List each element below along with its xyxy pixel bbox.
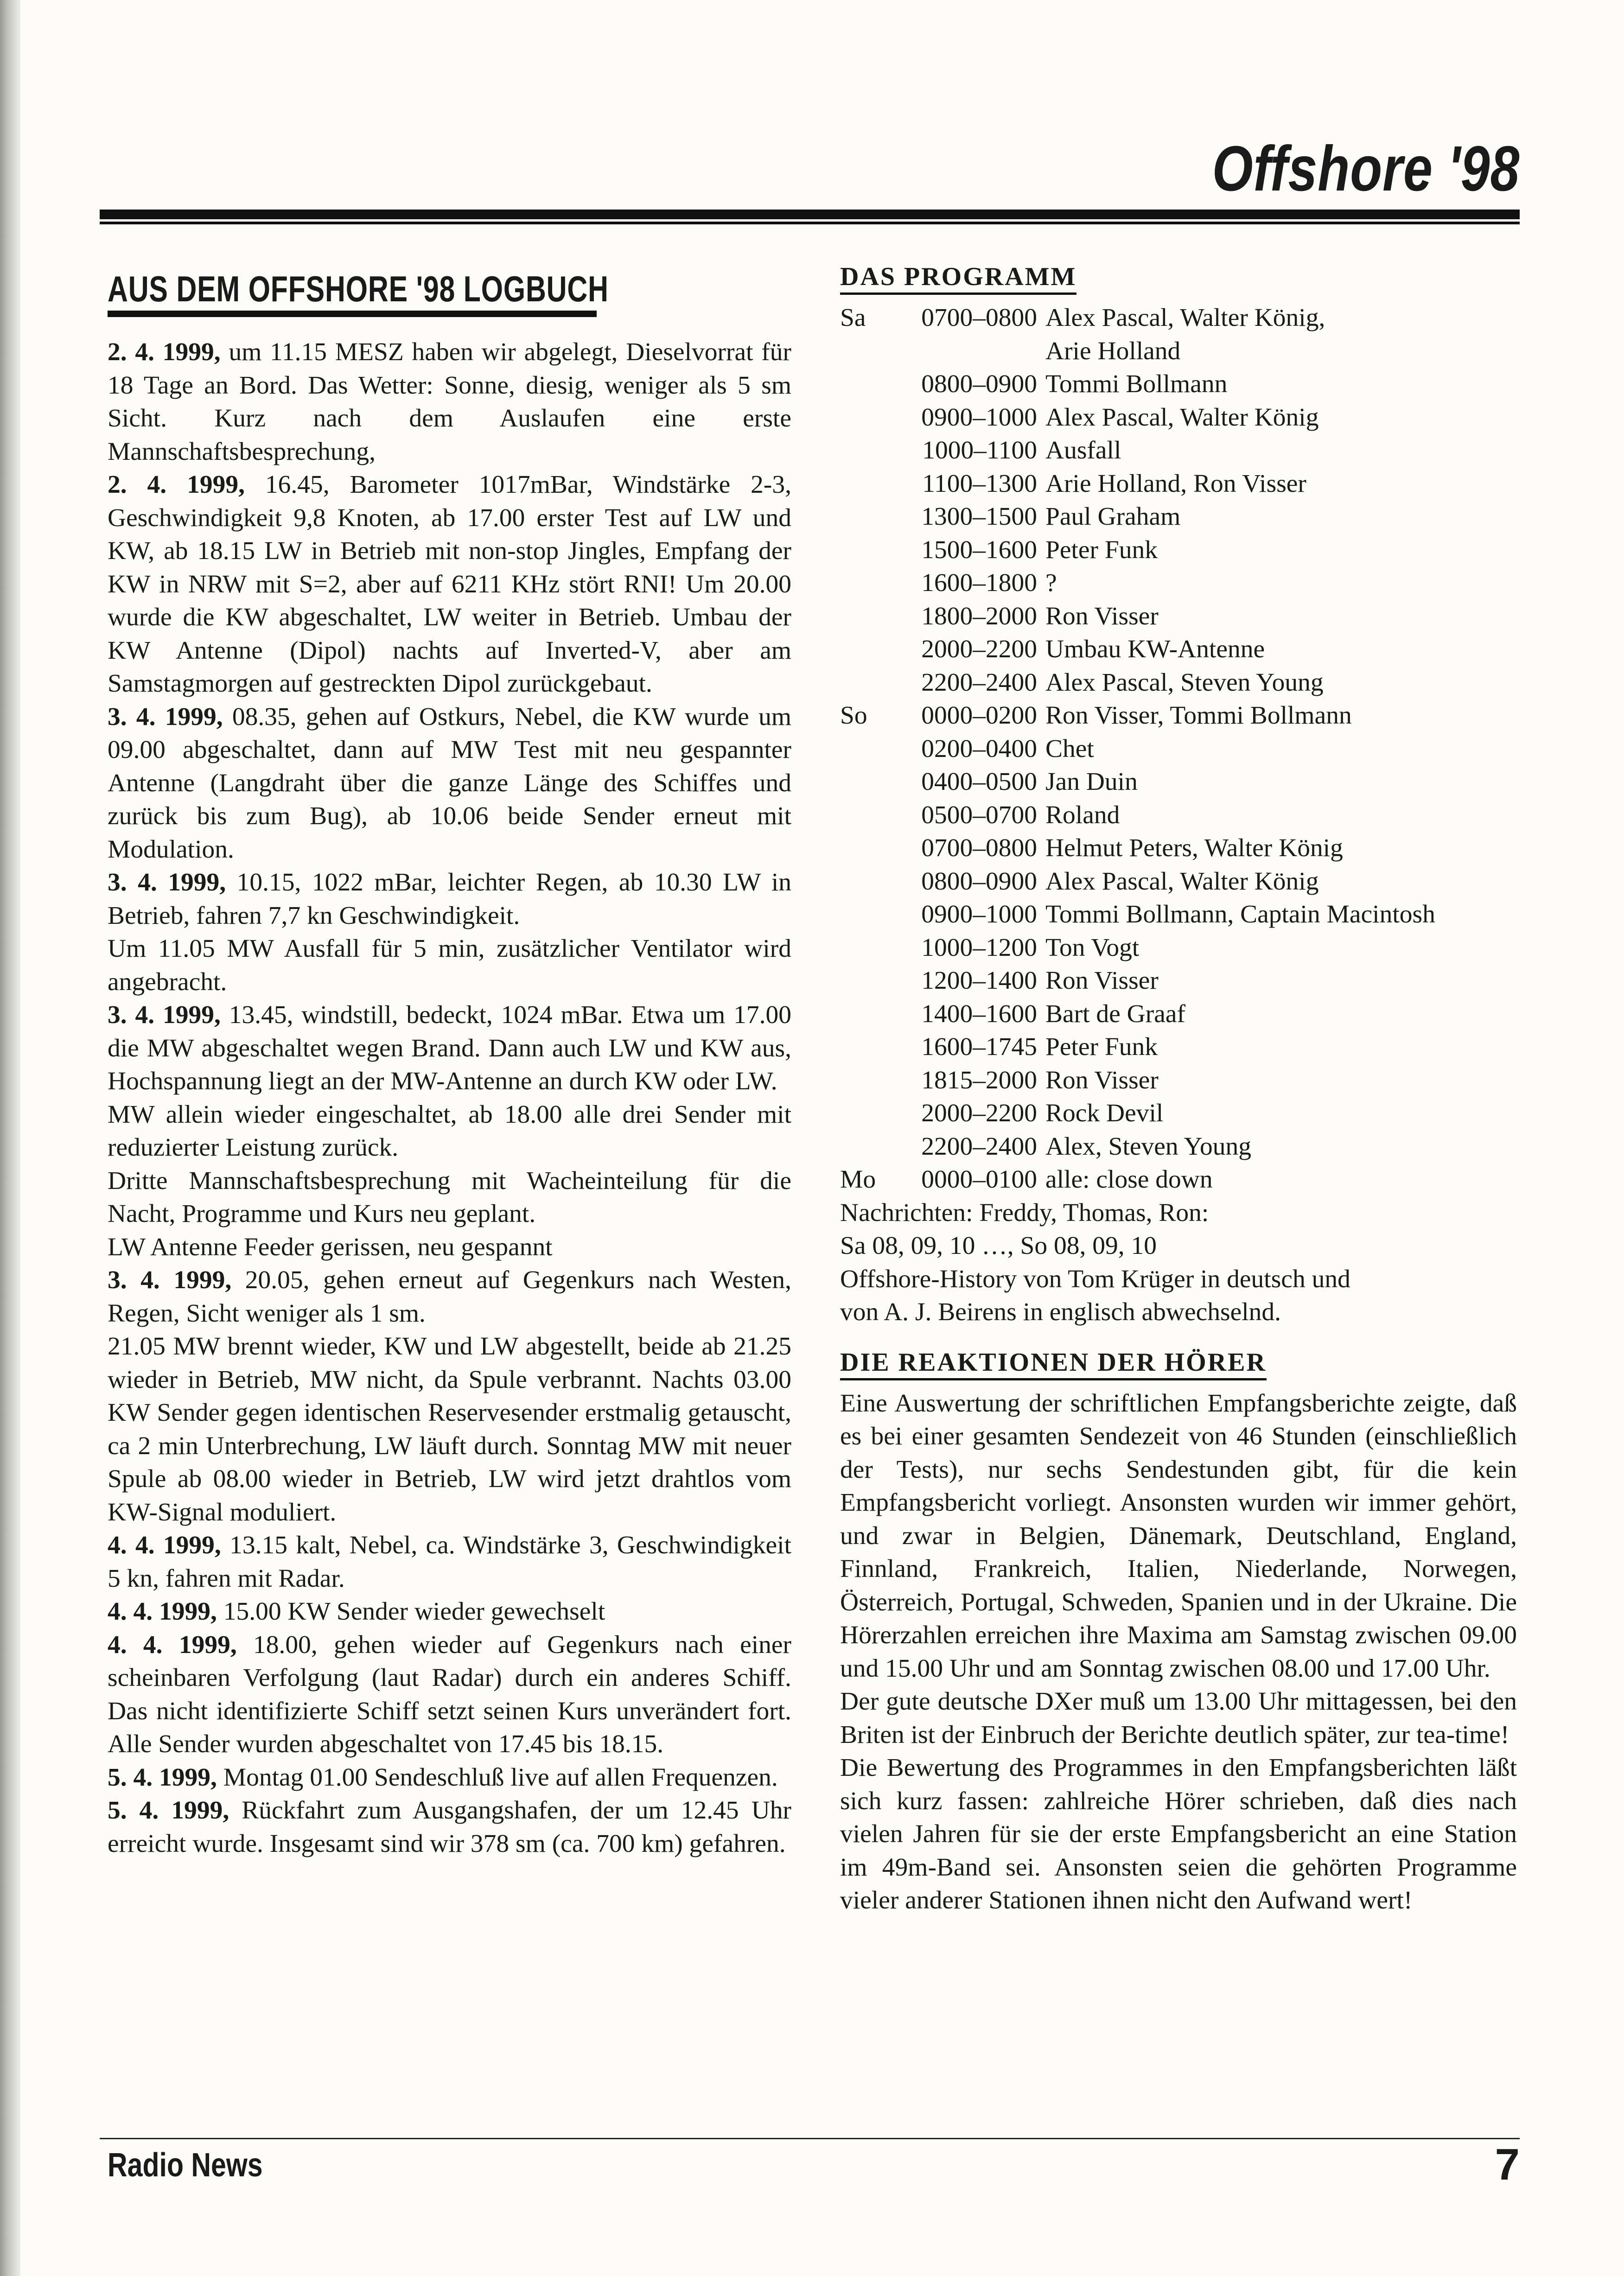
programm-host: Alex Pascal, Walter König	[1045, 403, 1319, 432]
programm-day	[840, 401, 884, 434]
news-line-2: Sa 08, 09, 10 …, So 08, 09, 10	[840, 1232, 1157, 1260]
log-entry-text: 16.45, Barometer 1017mBar, Windstärke 2-3, Geschwindigkeit 9,8 Knoten, ab 17.00 erster Test auf LW und KW, ab 18.15 LW in Betrieb mit non-stop Jingles, Empfang der KW in NRW mit S=2, aber auf 6211 KHz stört RNI! Um 20.00 wurde die KW abgeschaltet, LW weiter in Betrieb. Umbau der KW Antenne (Dipol) nachts auf Inverted-V, aber am Samstagmorgen auf gestreckten Dipol zurückgebaut.	[108, 470, 791, 698]
footer-publication: Radio News	[108, 2147, 263, 2184]
log-entry-text: 18.00, gehen wieder auf Gegenkurs nach einer scheinbaren Verfolgung (laut Radar) durch ein anderes Schiff. Das nicht identifizierte Schiff setzt seinen Kurs unverändert fort. Alle Sender wurden abgeschaltet von 17.45 bis 18.15.	[108, 1630, 792, 1758]
programm-day	[840, 467, 884, 501]
log-entry	[108, 1098, 791, 1164]
log-entry-text: 08.35, gehen auf Ostkurs, Nebel, die KW wurde um 09.00 abgeschaltet, dann auf MW Test mit neu gespannter Antenne (Langdraht über die ganze Länge des Schiffes und zurück bis zum Bug), ab 10.06 beide Sender erneut mit Modulation.	[108, 702, 791, 864]
log-entry-date: 3. 4. 1999,	[108, 868, 226, 896]
log-entry-text: 15.00 KW Sender wieder gewechselt	[217, 1597, 605, 1626]
programm-day	[840, 335, 884, 368]
programm-day	[840, 633, 884, 666]
reaktionen-paragraph: Eine Auswertung der schriftlichen Empfangsberichte zeigte, daß es bei einer gesamten Sendezeit von 46 Stunden (einschließlich der Tests), nur sechs Sendestunden gibt, für die kein Empfangsbericht vorliegt. Ansonsten wurden wir immer gehört, und zwar in Belgien, Dänemark, Deutschland, England, Finnland, Frankreich, Italien, Niederlande, Norwegen, Österreich, Portugal, Schweden, Spanien und in der Ukraine. Die Hörerzahlen erreichen ihre Maxima am Samstag zwischen 09.00 und 15.00 Uhr und am Sonntag zwischen 08.00 und 17.00 Uhr.	[840, 1389, 1517, 1683]
reaktionen-paragraph: Die Bewertung des Programmes in den Empfangsberichten läßt sich kurz fassen: zahlreiche Hörer schrieben, daß dies nach vielen Jahren für sie der erste Empfangsbericht an eine Station im 49m-Band sei. Ansonsten seien die gehörten Programme vieler anderer Stationen ihnen nicht den Aufwand wert!	[840, 1754, 1517, 1914]
programm-day	[840, 1064, 884, 1097]
programm-day	[840, 898, 884, 931]
programm-day	[840, 434, 884, 467]
programm-host: Chet	[1045, 734, 1094, 763]
programm-host: alle: close down	[1045, 1165, 1213, 1194]
programm-row	[840, 765, 1435, 799]
programm-row	[840, 335, 1435, 368]
programm-day	[840, 368, 884, 401]
programm-day	[840, 865, 884, 898]
programm-day: Mo	[840, 1165, 876, 1194]
log-entry-text: Montag 01.00 Sendeschluß live auf allen Frequenzen.	[217, 1763, 778, 1792]
programm-row	[840, 1097, 1435, 1130]
log-entry	[108, 336, 791, 468]
programm-time: 1200–1400	[921, 966, 1037, 995]
log-entry-date: 4. 4. 1999,	[108, 1630, 237, 1659]
log-entry-text: 21.05 MW brennt wieder, KW und LW abgestellt, beide ab 21.25 wieder in Betrieb, MW nicht, da Spule verbrannt. Nachts 03.00 KW Sender gegen identischen Reservesender erstmalig getauscht, ca 2 min Unterbrechung, LW läuft durch. Sonntag MW mit neuer Spule ab 08.00 wieder in Betrieb, LW wird jetzt drahtlos vom KW-Signal moduliert.	[108, 1332, 791, 1526]
log-entry	[108, 1628, 791, 1761]
log-entry-date: 2. 4. 1999,	[108, 470, 245, 499]
programm-time: 0700–0800	[921, 304, 1037, 332]
programm-day: So	[840, 701, 867, 730]
log-entry-date: 2. 4. 1999,	[108, 338, 221, 366]
programm-host: Roland	[1045, 801, 1120, 829]
log-entry-date: 3. 4. 1999,	[108, 702, 223, 731]
programm-time: 1600–1800	[921, 569, 1037, 597]
programm-row	[840, 666, 1435, 699]
programm-host: Ron Visser	[1045, 1066, 1159, 1094]
programm-table	[840, 301, 1435, 1196]
programm-row	[840, 799, 1435, 832]
programm-row	[840, 931, 1435, 965]
log-entry-date: 5. 4. 1999,	[108, 1763, 217, 1792]
programm-time: 1800–2000	[921, 602, 1037, 630]
programm-time	[884, 335, 1045, 368]
log-entry-date: 4. 4. 1999,	[108, 1597, 217, 1626]
log-entry	[108, 1164, 791, 1231]
programm-host: Ton Vogt	[1045, 933, 1140, 962]
log-entry	[108, 1330, 791, 1529]
programm-time: 0800–0900	[921, 867, 1037, 896]
programm-row	[840, 699, 1435, 732]
programm-time: 1815–2000	[921, 1066, 1037, 1094]
programm-time: 2000–2200	[921, 1099, 1037, 1127]
programm-time: 0900–1000	[921, 403, 1037, 432]
programm-day	[840, 534, 884, 567]
programm-host: Arie Holland, Ron Visser	[1045, 469, 1306, 498]
programm-row	[840, 1130, 1435, 1163]
programm-time: 1100–1300	[922, 469, 1037, 498]
programm-host: Ron Visser	[1045, 966, 1159, 995]
page-header-title: Offshore '98	[1212, 133, 1520, 204]
news-line-1: Nachrichten: Freddy, Thomas, Ron:	[840, 1198, 1209, 1227]
programm-row	[840, 434, 1435, 467]
programm-row	[840, 566, 1435, 600]
log-entry	[108, 1231, 791, 1264]
programm-host: Ron Visser, Tommi Bollmann	[1045, 701, 1352, 730]
programm-time: 0500–0700	[921, 801, 1037, 829]
programm-host: Bart de Graaf	[1045, 999, 1185, 1028]
programm-day	[840, 500, 884, 534]
log-entry-date: 5. 4. 1999,	[108, 1796, 229, 1825]
programm-row	[840, 368, 1435, 401]
log-entry	[108, 1794, 791, 1860]
programm-time: 1400–1600	[921, 999, 1037, 1028]
programm-row	[840, 500, 1435, 534]
programm-host: Tommi Bollmann	[1045, 370, 1228, 398]
programm-day	[840, 732, 884, 766]
programm-time: 0000–0100	[921, 1165, 1037, 1194]
programm-host: Umbau KW-Antenne	[1045, 635, 1265, 663]
programm-day	[840, 666, 884, 699]
programm-row	[840, 998, 1435, 1031]
programm-time: 0400–0500	[921, 768, 1037, 796]
programm-day	[840, 1030, 884, 1064]
programm-host: Alex Pascal, Steven Young	[1045, 668, 1324, 697]
programm-time: 0900–1000	[921, 900, 1037, 928]
history-line-2: von A. J. Beirens in englisch abwechselnd.	[840, 1298, 1281, 1326]
programm-host: Alex, Steven Young	[1045, 1132, 1252, 1161]
programm-time: 0200–0400	[921, 734, 1037, 763]
programm-row	[840, 964, 1435, 998]
programm-host: Peter Funk	[1045, 1033, 1158, 1061]
programm-row	[840, 1030, 1435, 1064]
binding-edge	[0, 0, 20, 2276]
programm-heading: DAS PROGRAMM	[840, 262, 1076, 295]
log-entry-text: 13.45, windstill, bedeckt, 1024 mBar. Etwa um 17.00 die MW abgeschaltet wegen Brand. Dann auch LW und KW aus, Hochspannung liegt an der MW-Antenne an durch KW oder LW.	[108, 1001, 791, 1095]
programm-day: Sa	[840, 304, 866, 332]
logbook-heading: AUS DEM OFFSHORE '98 LOGBUCH	[108, 268, 609, 309]
logbook-column	[108, 268, 791, 1860]
programm-day	[840, 931, 884, 965]
programm-time: 1000–1100	[922, 436, 1037, 464]
programm-time: 1600–1745	[921, 1033, 1037, 1061]
page-number: 7	[1495, 2140, 1520, 2189]
log-entry-text: Um 11.05 MW Ausfall für 5 min, zusätzlicher Ventilator wird angebracht.	[108, 935, 791, 996]
programm-host: ?	[1045, 569, 1057, 597]
programm-time: 1000–1200	[921, 933, 1037, 962]
programm-day	[840, 765, 884, 799]
log-entry-text: 13.15 kalt, Nebel, ca. Windstärke 3, Geschwindigkeit 5 kn, fahren mit Radar.	[108, 1531, 791, 1593]
programm-row	[840, 732, 1435, 766]
logbook-heading-rule	[108, 311, 597, 317]
programm-row	[840, 301, 1435, 335]
programm-time: 0700–0800	[921, 834, 1037, 862]
programm-row	[840, 633, 1435, 666]
programm-host: Ausfall	[1045, 436, 1121, 464]
programm-host: Paul Graham	[1045, 502, 1181, 531]
programm-host: Tommi Bollmann, Captain Macintosh	[1045, 900, 1435, 928]
programm-row	[840, 467, 1435, 501]
programm-row	[840, 865, 1435, 898]
log-entry-date: 3. 4. 1999,	[108, 1001, 221, 1029]
programm-host: Peter Funk	[1045, 535, 1158, 564]
programm-row	[840, 534, 1435, 567]
programm-time: 0800–0900	[921, 370, 1037, 398]
log-entry	[108, 998, 791, 1098]
programm-row	[840, 898, 1435, 931]
log-entry	[108, 1761, 791, 1794]
programm-time: 2200–2400	[921, 1132, 1037, 1161]
programm-time: 2000–2200	[921, 635, 1037, 663]
log-entry	[108, 1529, 791, 1595]
programm-host: Arie Holland	[1045, 337, 1181, 365]
programm-day	[840, 1097, 884, 1130]
programm-day	[840, 799, 884, 832]
log-entry-text: 10.15, 1022 mBar, leichter Regen, ab 10.30 LW in Betrieb, fahren 7,7 kn Geschwindigkeit.	[108, 868, 792, 930]
log-entry-text: LW Antenne Feeder gerissen, neu gespannt	[108, 1233, 553, 1261]
log-entry	[108, 468, 791, 700]
history-line-1: Offshore-History von Tom Krüger in deutsch und	[840, 1265, 1350, 1293]
log-entry-text: MW allein wieder eingeschaltet, ab 18.00 alle drei Sender mit reduzierter Leistung zurück.	[108, 1100, 791, 1162]
programm-row	[840, 401, 1435, 434]
programm-host: Alex Pascal, Walter König	[1045, 867, 1319, 896]
programm-host: Rock Devil	[1045, 1099, 1164, 1127]
log-entry-text: um 11.15 MESZ haben wir abgelegt, Dieselvorrat für 18 Tage an Bord. Das Wetter: Sonne, diesig, weniger als 5 sm Sicht. Kurz nach dem Auslaufen eine erste Mannschaftsbesprechung,	[108, 338, 791, 466]
reaktionen-paragraph: Der gute deutsche DXer muß um 13.00 Uhr mittagessen, bei den Briten ist der Einbruch der Berichte deutlich später, zur tea-time!	[840, 1687, 1517, 1749]
log-entry-text: Rückfahrt zum Ausgangshafen, der um 12.45 Uhr erreicht wurde. Insgesamt sind wir 378 sm (ca. 700 km) gefahren.	[108, 1796, 792, 1858]
log-entry	[108, 866, 791, 932]
header-rule-lower	[100, 222, 1520, 224]
programm-row	[840, 600, 1435, 633]
log-entry	[108, 932, 791, 998]
programm-host: Jan Duin	[1045, 768, 1138, 796]
programm-time: 2200–2400	[921, 668, 1037, 697]
log-entry-date: 3. 4. 1999,	[108, 1266, 232, 1294]
reaktionen-heading: DIE REAKTIONEN DER HÖRER	[840, 1348, 1267, 1380]
programm-day	[840, 566, 884, 600]
reaktionen-body	[840, 1387, 1517, 1917]
programm-row	[840, 832, 1435, 865]
programm-time: 1500–1600	[921, 535, 1037, 564]
programm-host: Alex Pascal, Walter König,	[1045, 304, 1325, 332]
log-entry-text: 20.05, gehen erneut auf Gegenkurs nach Westen, Regen, Sicht weniger als 1 sm.	[108, 1266, 792, 1328]
header-rule	[100, 210, 1520, 219]
programm-day	[840, 600, 884, 633]
programm-row	[840, 1163, 1435, 1196]
programm-time: 1300–1500	[921, 502, 1037, 531]
programm-day	[840, 998, 884, 1031]
programm-row	[840, 1064, 1435, 1097]
log-entry-text: Dritte Mannschaftsbesprechung mit Wacheinteilung für die Nacht, Programme und Kurs neu geplant.	[108, 1166, 791, 1228]
programm-day	[840, 832, 884, 865]
programm-host: Ron Visser	[1045, 602, 1159, 630]
programm-host: Helmut Peters, Walter König	[1045, 834, 1343, 862]
log-entry	[108, 700, 791, 866]
logbook-entries	[108, 336, 791, 1860]
programm-day	[840, 964, 884, 998]
programm-time: 0000–0200	[921, 701, 1037, 730]
footer-rule	[100, 2138, 1520, 2139]
programm-day	[840, 1130, 884, 1163]
right-column	[840, 262, 1517, 1917]
log-entry	[108, 1595, 791, 1628]
log-entry	[108, 1264, 791, 1330]
log-entry-date: 4. 4. 1999,	[108, 1531, 221, 1559]
